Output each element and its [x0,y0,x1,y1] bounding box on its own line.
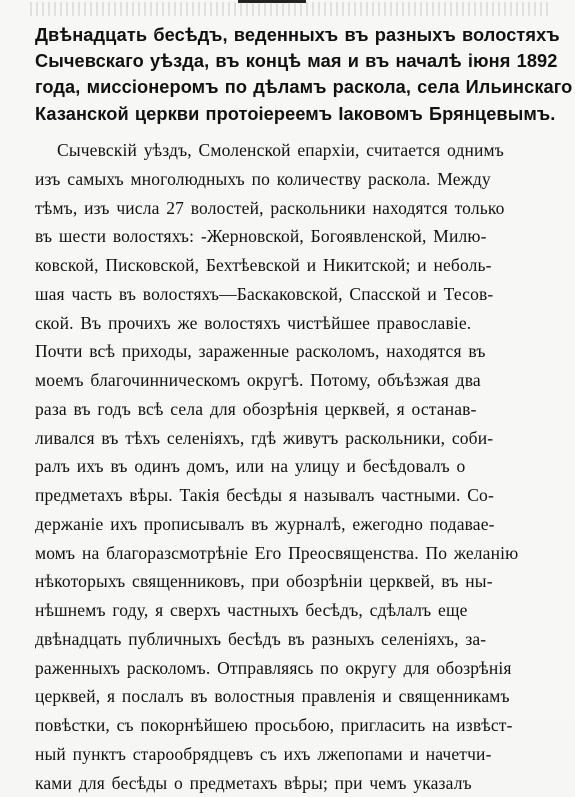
body-line: нѣшнемъ году, я сверхъ частныхъ бесѣдъ, сдѣлалъ еще [35,596,545,625]
body-line: ковской, Писковской, Бехтѣевской и Никитской; и неболь- [35,251,545,280]
body-line: повѣстки, съ покорнѣйшею просьбою, пригласить на извѣст- [35,711,545,740]
title-line: Двѣнадцать бесѣдъ, веденныхъ въ разныхъ волостяхъ [35,22,545,48]
body-line: двѣнадцать публичныхъ бесѣдъ въ разныхъ селеніяхъ, за- [35,625,545,654]
body-line: ливался въ тѣхъ селеніяхъ, гдѣ живутъ раскольники, соби- [35,424,545,453]
body-line: церквей, я послалъ въ волостныя правленія и священникамъ [35,682,545,711]
body-line: тѣмъ, изъ числа 27 волостей, раскольники находятся только [35,194,545,223]
body-line: ской. Въ прочихъ же волостяхъ чистѣйшее православіе. [35,309,545,338]
title-line: года, миссіонеромъ по дѣламъ раскола, села Ильинскаго [35,74,545,100]
body-line: раза въ годъ всѣ села для обозрѣнія церквей, я останав- [35,395,545,424]
body-line: моемъ благочинническомъ округѣ. Потому, объѣзжая два [35,366,545,395]
document-title [35,22,545,127]
title-line: Сычевскаго уѣзда, въ концѣ мая и въ началѣ іюня 1892 [35,48,545,74]
show-through-text [30,2,550,16]
title-line: Казанской церкви протоіереемъ Іаковомъ Брянцевымъ. [35,101,545,127]
body-line: изъ самыхъ многолюдныхъ по количеству раскола. Между [35,165,545,194]
body-line: держаніе ихъ прописывалъ въ журналѣ, ежегодно подавае- [35,510,545,539]
document-body [35,136,545,797]
body-line: ралъ ихъ въ одинъ домъ, или на улицу и бесѣдовалъ о [35,452,545,481]
body-line: Почти всѣ приходы, зараженные расколомъ, находятся въ [35,337,545,366]
body-line: шая часть въ волостяхъ—Баскаковской, Спасской и Тесов- [35,280,545,309]
body-line: момъ на благоразсмотрѣніе Его Преосвященства. По желанію [35,539,545,568]
body-line: ками для бесѣды о предметахъ вѣры; при чемъ указалъ [35,769,545,797]
body-line: нѣкоторыхъ священниковъ, при обозрѣніи церквей, въ ны- [35,567,545,596]
body-line: въ шести волостяхъ: -Жерновской, Богоявленской, Милю- [35,222,545,251]
body-line: предметахъ вѣры. Такія бесѣды я называлъ частными. Со- [35,481,545,510]
body-line: ный пунктъ старообрядцевъ съ ихъ лжепопами и начетчи- [35,740,545,769]
body-line: Сычевскій уѣздъ, Смоленской епархіи, считается однимъ [35,136,545,165]
body-line: раженныхъ расколомъ. Отправляясь по округу для обозрѣнія [35,654,545,683]
